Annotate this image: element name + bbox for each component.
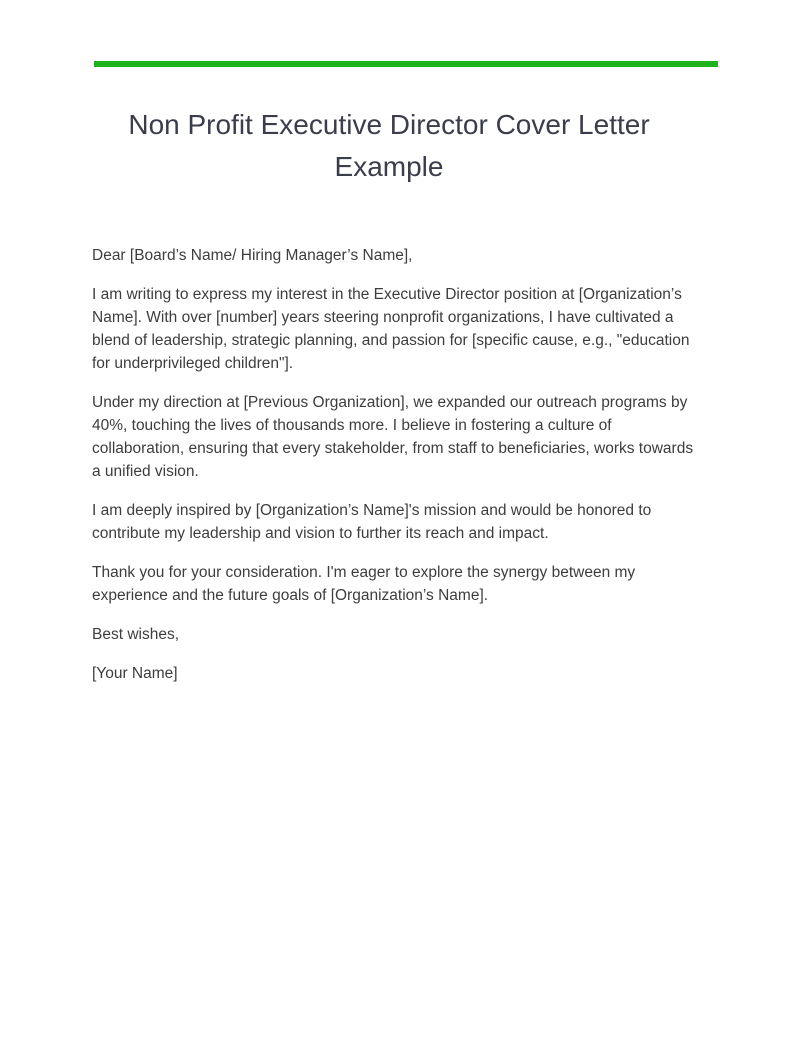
letter-paragraph: I am deeply inspired by [Organization’s Name]'s mission and would be honored to contribute my leadership and vision to further its reach and impact.	[92, 502, 652, 542]
letter-salutation: Dear [Board’s Name/ Hiring Manager’s Name],	[92, 247, 413, 264]
letter-signature: [Your Name]	[92, 665, 178, 682]
cover-letter-body	[92, 244, 697, 701]
top-accent-rule	[94, 61, 718, 67]
letter-paragraph: Thank you for your consideration. I'm eager to explore the synergy between my experience and the future goals of [Organization’s Name].	[92, 564, 636, 604]
letter-closing: Best wishes,	[92, 626, 180, 643]
letter-paragraph: Under my direction at [Previous Organization], we expanded our outreach programs by 40%, touching the lives of thousands more. I believe in fostering a culture of collaboration, ensuring that every stakeholder, from staff to beneficiaries, works towards a unified vision.	[92, 394, 694, 480]
page-title: Non Profit Executive Director Cover Letter Example	[128, 109, 650, 182]
letter-paragraph: I am writing to express my interest in the Executive Director position at [Organization’s Name]. With over [number] years steering nonprofit organizations, I have cultivated a blend of leadership, strategic planning, and passion for [specific cause, e.g., "education for underprivileged children"].	[92, 286, 690, 372]
